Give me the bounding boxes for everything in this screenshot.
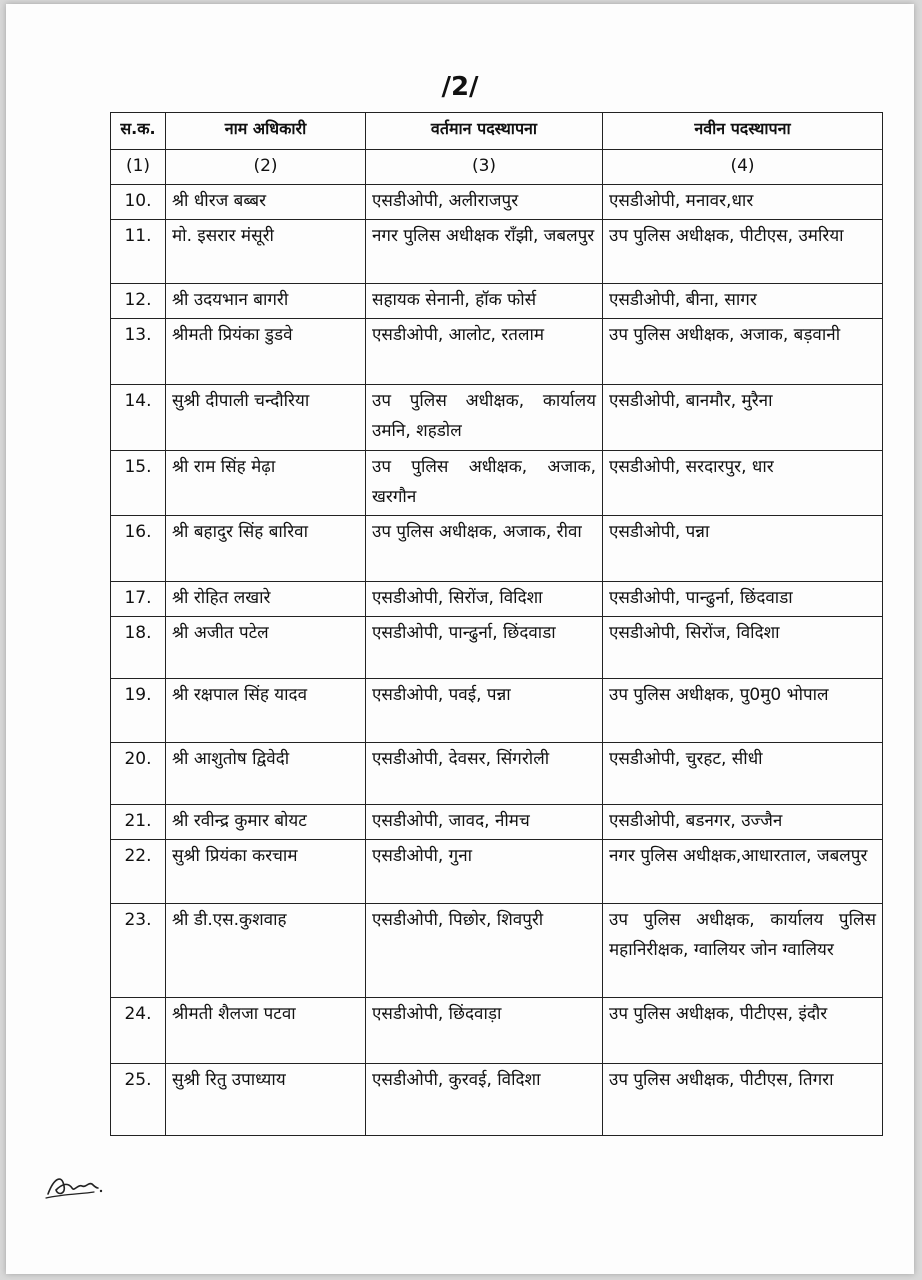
table-row [111,840,883,904]
officer-name-cell: श्रीमती शैलजा पटवा [166,998,366,1064]
serial-number-cell: 19. [111,679,166,743]
officer-name-cell: मो. इसरार मंसूरी [166,220,366,284]
current-posting-cell: एसडीओपी, कुरवई, विदिशा [366,1064,603,1136]
column-number-row [111,150,883,185]
serial-number-cell: 20. [111,743,166,805]
current-posting-cell: एसडीओपी, जावद, नीमच [366,805,603,840]
officer-name-cell: सुश्री प्रियंका करचाम [166,840,366,904]
new-posting-cell: एसडीओपी, चुरहट, सीधी [603,743,883,805]
table-row [111,904,883,998]
current-posting-cell: उप पुलिस अधीक्षक, अजाक, खरगौन [366,451,603,516]
serial-number-cell: 21. [111,805,166,840]
page-number: /2/ [441,72,479,102]
serial-number-cell: 14. [111,385,166,451]
officer-name-cell: श्री राम सिंह मेढ़ा [166,451,366,516]
document-page [6,4,914,1274]
table-row [111,617,883,679]
serial-number-cell: 15. [111,451,166,516]
new-posting-cell: एसडीओपी, बीना, सागर [603,284,883,319]
new-posting-cell: उप पुलिस अधीक्षक, अजाक, बड़वानी [603,319,883,385]
serial-number-cell: 16. [111,516,166,582]
officer-name-cell: श्री रक्षपाल सिंह यादव [166,679,366,743]
current-posting-cell: एसडीओपी, पान्ढुर्ना, छिंदवाडा [366,617,603,679]
new-posting-cell: उप पुलिस अधीक्षक, पीटीएस, उमरिया [603,220,883,284]
new-posting-cell: एसडीओपी, सरदारपुर, धार [603,451,883,516]
table-row [111,1064,883,1136]
new-posting-cell: एसडीओपी, बानमौर, मुरैना [603,385,883,451]
current-posting-cell: नगर पुलिस अधीक्षक राँझी, जबलपुर [366,220,603,284]
header-serial: स.क. [111,113,166,150]
new-posting-cell: एसडीओपी, सिरोंज, विदिशा [603,617,883,679]
serial-number-cell: 17. [111,582,166,617]
current-posting-cell: एसडीओपी, पवई, पन्ना [366,679,603,743]
table-row [111,998,883,1064]
table-row [111,679,883,743]
table-row [111,805,883,840]
current-posting-cell: उप पुलिस अधीक्षक, कार्यालय उमनि, शहडोल [366,385,603,451]
column-number: (3) [366,150,603,185]
new-posting-cell: उप पुलिस अधीक्षक, पु0मु0 भोपाल [603,679,883,743]
new-posting-cell: उप पुलिस अधीक्षक, कार्यालय पुलिस महानिरीक्षक, ग्वालियर जोन ग्वालियर [603,904,883,998]
serial-number-cell: 18. [111,617,166,679]
serial-number-cell: 23. [111,904,166,998]
table-row [111,185,883,220]
current-posting-cell: एसडीओपी, गुना [366,840,603,904]
current-posting-cell: एसडीओपी, आलोट, रतलाम [366,319,603,385]
current-posting-cell: सहायक सेनानी, हॉक फोर्स [366,284,603,319]
table-row [111,284,883,319]
serial-number-cell: 22. [111,840,166,904]
current-posting-cell: एसडीओपी, छिंदवाड़ा [366,998,603,1064]
officer-name-cell: श्री अजीत पटेल [166,617,366,679]
officer-name-cell: श्रीमती प्रियंका डुडवे [166,319,366,385]
new-posting-cell: नगर पुलिस अधीक्षक,आधारताल, जबलपुर [603,840,883,904]
table-body [111,185,883,1136]
new-posting-cell: एसडीओपी, पन्ना [603,516,883,582]
table-row [111,582,883,617]
current-posting-cell: एसडीओपी, पिछोर, शिवपुरी [366,904,603,998]
officer-name-cell: श्री रवीन्द्र कुमार बोयट [166,805,366,840]
serial-number-cell: 25. [111,1064,166,1136]
table-row [111,516,883,582]
officer-name-cell: श्री रोहित लखारे [166,582,366,617]
serial-number-cell: 24. [111,998,166,1064]
current-posting-cell: एसडीओपी, अलीराजपुर [366,185,603,220]
current-posting-cell: एसडीओपी, देवसर, सिंगरोली [366,743,603,805]
officer-name-cell: श्री धीरज बब्बर [166,185,366,220]
table-row [111,451,883,516]
table-row [111,319,883,385]
header-officer-name: नाम अधिकारी [166,113,366,150]
serial-number-cell: 11. [111,220,166,284]
column-number: (4) [603,150,883,185]
transfer-table [110,112,883,1136]
column-number: (2) [166,150,366,185]
new-posting-cell: उप पुलिस अधीक्षक, पीटीएस, इंदौर [603,998,883,1064]
serial-number-cell: 13. [111,319,166,385]
column-number: (1) [111,150,166,185]
header-current-posting: वर्तमान पदस्थापना [366,113,603,150]
handwritten-signature [44,1164,104,1204]
new-posting-cell: एसडीओपी, बडनगर, उज्जैन [603,805,883,840]
serial-number-cell: 12. [111,284,166,319]
serial-number-cell: 10. [111,185,166,220]
table-row [111,385,883,451]
officer-name-cell: सुश्री दीपाली चन्दौरिया [166,385,366,451]
new-posting-cell: एसडीओपी, पान्ढुर्ना, छिंदवाडा [603,582,883,617]
officer-name-cell: श्री आशुतोष द्विवेदी [166,743,366,805]
new-posting-cell: उप पुलिस अधीक्षक, पीटीएस, तिगरा [603,1064,883,1136]
table-row [111,220,883,284]
table-header-row [111,113,883,150]
officer-name-cell: श्री उदयभान बागरी [166,284,366,319]
header-new-posting: नवीन पदस्थापना [603,113,883,150]
officer-name-cell: श्री बहादुर सिंह बारिवा [166,516,366,582]
officer-name-cell: श्री डी.एस.कुशवाह [166,904,366,998]
current-posting-cell: उप पुलिस अधीक्षक, अजाक, रीवा [366,516,603,582]
officer-name-cell: सुश्री रितु उपाध्याय [166,1064,366,1136]
new-posting-cell: एसडीओपी, मनावर,धार [603,185,883,220]
current-posting-cell: एसडीओपी, सिरोंज, विदिशा [366,582,603,617]
table-row [111,743,883,805]
